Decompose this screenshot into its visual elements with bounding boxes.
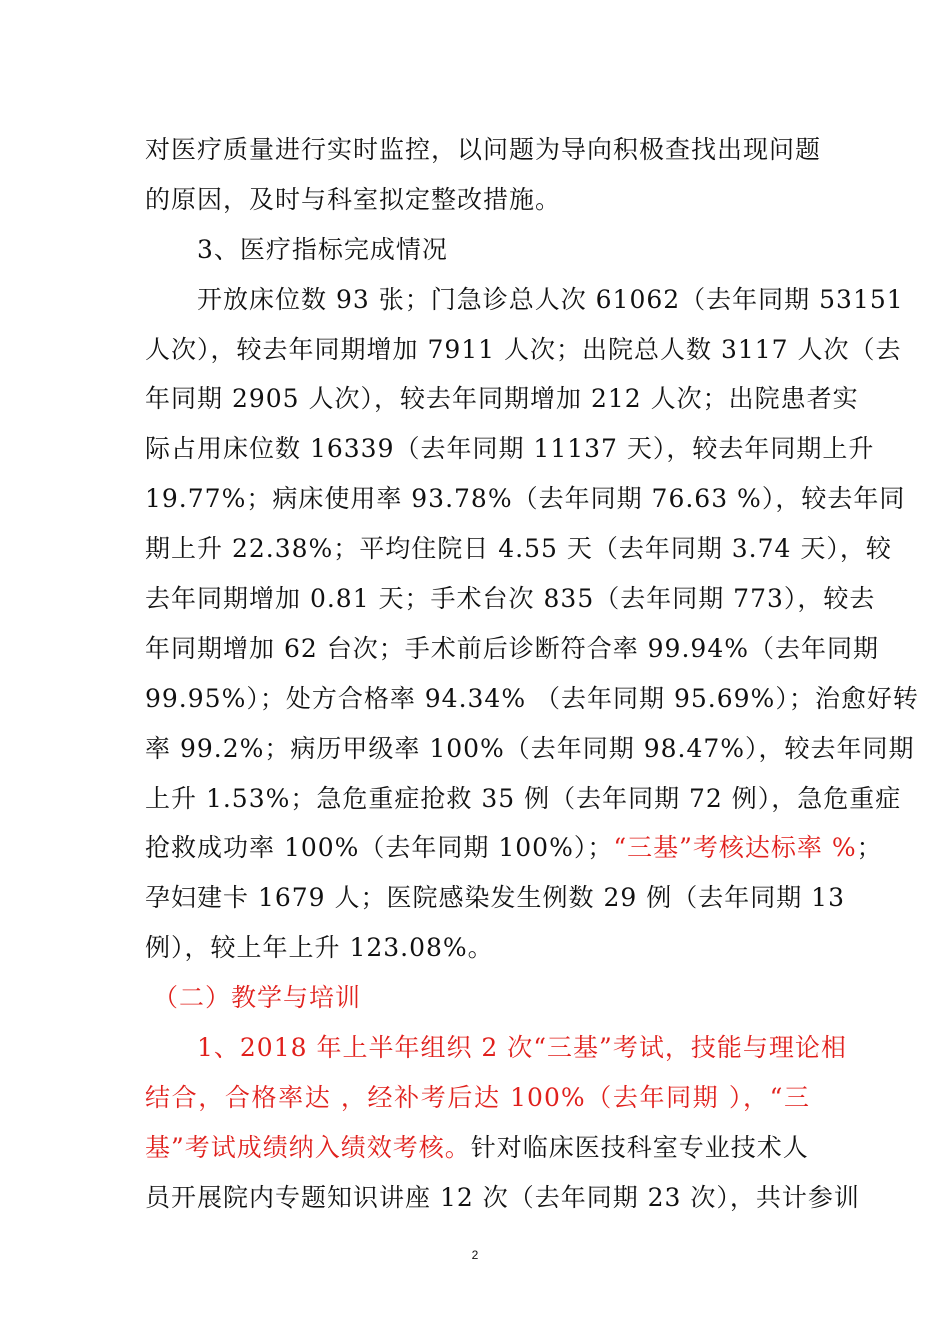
text-line-20: 结合，合格率达 ，经补考后达 100%（去年同期 ），“三 bbox=[145, 1082, 810, 1112]
text-line-21-red: 基”考试成绩纳入绩效考核。 bbox=[145, 1132, 471, 1162]
text-line-21 bbox=[145, 1123, 810, 1173]
text-line-4: 开放床位数 93 张；门急诊总人次 61062（去年同期 53151 bbox=[197, 284, 904, 314]
text-line-1: 对医疗质量进行实时监控，以问题为导向积极查找出现问题 bbox=[145, 135, 822, 164]
text-line-15-tail: ； bbox=[856, 833, 883, 863]
text-line-22: 员开展院内专题知识讲座 12 次（去年同期 23 次），共计参训 bbox=[145, 1182, 860, 1212]
text-line-15 bbox=[145, 823, 883, 873]
text-line-11: 年同期增加 62 台次；手术前后诊断符合率 99.94%（去年同期 bbox=[145, 633, 879, 663]
text-line-7: 际占用床位数 16339（去年同期 11137 天），较去年同期上升 bbox=[145, 434, 875, 464]
text-line-13: 率 99.2%；病历甲级率 100%（去年同期 98.47%），较去年同期 bbox=[145, 733, 915, 763]
text-line-19: 1、2018 年上半年组织 2 次“三基”考试，技能与理论相 bbox=[197, 1033, 847, 1063]
text-line-15-black: 抢救成功率 100%（去年同期 100%）； bbox=[145, 833, 614, 863]
text-line-2: 的原因，及时与科室拟定整改措施。 bbox=[145, 184, 562, 214]
text-line-5: 人次），较去年同期增加 7911 人次；出院总人数 3117 人次（去 bbox=[145, 334, 902, 364]
page-number: 2 bbox=[471, 1248, 479, 1262]
text-line-6: 年同期 2905 人次），较去年同期增加 212 人次；出院患者实 bbox=[145, 384, 859, 414]
text-line-9: 期上升 22.38%；平均住院日 4.55 天（去年同期 3.74 天），较 bbox=[145, 534, 892, 564]
text-line-12: 99.95%）；处方合格率 94.34% （去年同期 95.69%）；治愈好转 bbox=[145, 683, 919, 713]
text-line-15-red: “三基”考核达标率 % bbox=[613, 833, 857, 863]
text-line-17: 例），较上年上升 123.08%。 bbox=[145, 933, 494, 963]
text-line-8: 19.77%；病床使用率 93.78%（去年同期 76.63 %），较去年同 bbox=[145, 484, 906, 514]
text-line-10: 去年同期增加 0.81 天；手术台次 835（去年同期 773），较去 bbox=[145, 584, 876, 614]
document-body bbox=[145, 125, 919, 1223]
section-heading-teaching-training: （二）教学与培训 bbox=[153, 983, 362, 1013]
text-line-16: 孕妇建卡 1679 人；医院感染发生例数 29 例（去年同期 13 bbox=[145, 883, 845, 913]
text-line-21-black: 针对临床医技科室专业技术人 bbox=[470, 1132, 809, 1162]
text-line-14: 上升 1.53%；急危重症抢救 35 例（去年同期 72 例），急危重症 bbox=[145, 783, 902, 813]
section-heading-medical-indicators: 3、医疗指标完成情况 bbox=[197, 234, 448, 264]
